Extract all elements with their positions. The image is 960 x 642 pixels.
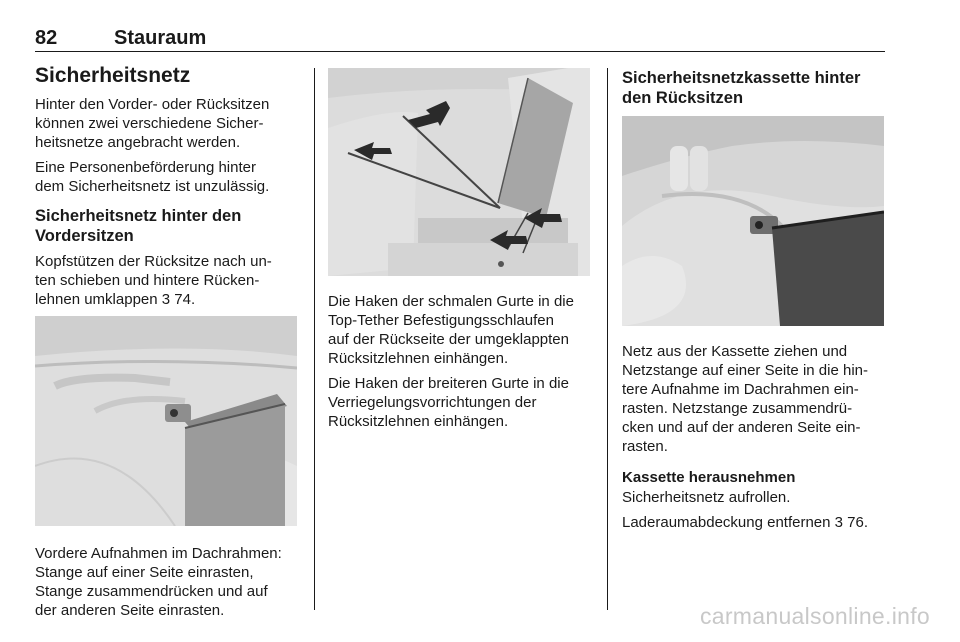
- page-reference-link[interactable]: 3 74.: [161, 291, 196, 308]
- remove-cassette-subheading: Kassette herausnehmen: [622, 469, 796, 486]
- page-number: 82: [35, 27, 58, 49]
- figure-rear-seat-straps: [328, 68, 590, 276]
- figure-cassette-rear: [622, 116, 884, 326]
- remove-cover-text: Laderaumabdeckung entfernen: [622, 514, 831, 531]
- narrow-straps-paragraph: Die Haken der schmalen Gurte in die Top-Tether Befestigungsschlaufen auf der Rückseite der umgeklappten Rücksitzlehnen einhängen.: [328, 293, 574, 367]
- cassette-instruction-paragraph: Netz aus der Kassette ziehen und Netzstange auf einer Seite in die hin- tere Aufnahme im Dachrahmen ein- rasten. Netzstange zusammendrü- cken und auf der anderen Seite ein- rasten.: [622, 343, 868, 455]
- section-heading: Sicherheitsnetz: [35, 64, 191, 87]
- instruction-paragraph: [35, 252, 305, 309]
- subheading-front: Sicherheitsnetz hinter den Vordersitzen: [35, 207, 242, 245]
- intro-paragraph: Hinter den Vorder- oder Rücksitzen können zwei verschiedene Sicher- heitsnetze angebracht werden.: [35, 96, 270, 151]
- watermark: carmanualsonline.info: [699, 603, 930, 629]
- column-1: [35, 64, 305, 309]
- page-reference-link[interactable]: 3 76.: [834, 514, 869, 531]
- column-2: [328, 292, 600, 431]
- column-divider-2: [607, 68, 608, 610]
- figure-front-roof-mount: [35, 316, 297, 526]
- figure-1-caption: [35, 544, 307, 620]
- roll-up-paragraph: Sicherheitsnetz aufrollen.: [622, 489, 791, 506]
- note-paragraph: Eine Personenbeförderung hinter dem Sicherheitsnetz ist unzulässig.: [35, 159, 270, 195]
- column-divider-1: [314, 68, 315, 610]
- section-title: Stauraum: [114, 27, 207, 49]
- remove-cover-paragraph: [622, 513, 890, 532]
- cassette-heading: Sicherheitsnetzkassette hinter den Rücksitzen: [622, 69, 861, 107]
- instruction-text: Kopfstützen der Rücksitze nach un- ten schieben und hintere Rücken- lehnen umklappen: [35, 253, 272, 308]
- caption-paragraph: Vordere Aufnahmen im Dachrahmen: Stange auf einer Seite einrasten, Stange zusammendrücken und auf der anderen Seite einrasten.: [35, 545, 282, 619]
- column-3: [622, 68, 890, 108]
- wide-straps-paragraph: Die Haken der breiteren Gurte in die Verriegelungsvorrichtungen der Rücksitzlehnen einhängen.: [328, 375, 569, 430]
- column-3-text: [622, 342, 890, 532]
- header-rule: [35, 51, 885, 52]
